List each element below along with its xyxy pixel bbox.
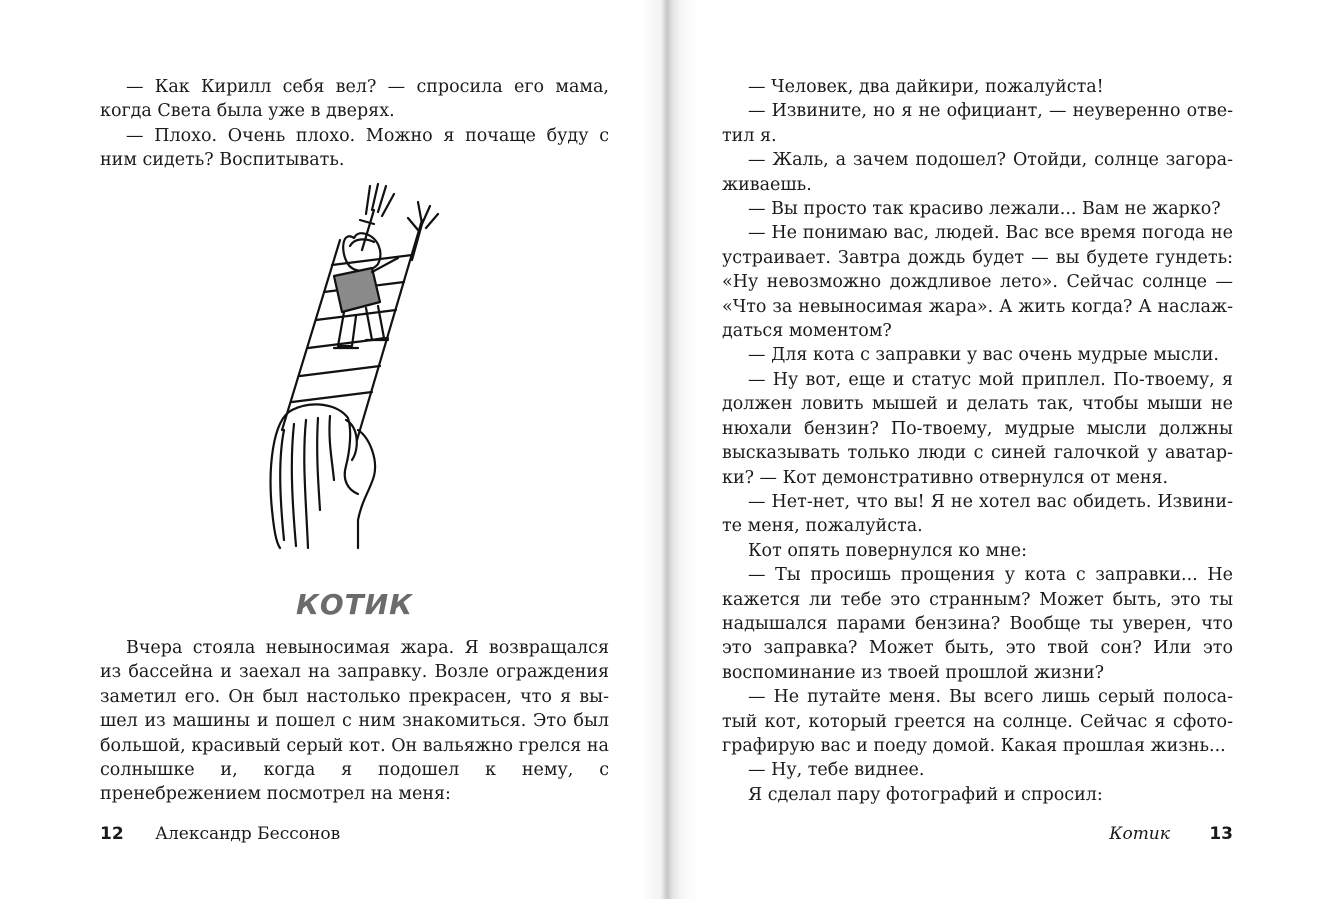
paragraph: — Нет-нет, что вы! Я не хотел вас обидеть. Извините меня, пожалуйста. xyxy=(722,491,1233,537)
paragraph: Я сделал пару фотографий и спросил: xyxy=(748,784,1103,805)
paragraph: — Для кота с заправки у вас очень мудрые мысли. xyxy=(748,345,1219,366)
page-number: 13 xyxy=(1209,824,1233,844)
paragraph: — Не путайте меня. Вы всего лишь серый полосатый кот, который греется на солнце. Сейчас я сфотографирую вас и поеду домой. Какая прошлая жизнь... xyxy=(722,687,1233,756)
right-text xyxy=(722,75,1233,807)
paragraph: — Ты просишь прощения у кота с заправки... Не кажется ли тебе это странным? Может быть, это ты надышался парами бензина? Вообще ты уверен, что это заправка? Может быть, это твой сон? Или это воспоминание из твоей прошлой жизни? xyxy=(722,565,1233,683)
paragraph: — Ну, тебе виднее. xyxy=(748,760,925,781)
running-head-section: Котик xyxy=(1109,824,1170,844)
paragraph: Вчера стояла невыносимая жара. Я возвращался из бассейна и заехал на заправку. Возле ограждения заметил его. Он был настолько прекрасен, что я вышел из машины и пошел с ним знакомиться. Это был большой, красивый серый кот. Он вальяжно грелся на солнышке и, когда я подошел к нему, с пренебрежением посмотрел на меня: xyxy=(100,638,609,805)
paragraph: — Плохо. Очень плохо. Можно я почаще буду с ним сидеть? Воспитывать. xyxy=(100,125,609,171)
paragraph: — Не понимаю вас, людей. Вас все время погода не устраивает. Завтра дождь будет — вы будете гундеть: «Ну невозможно дождливое лето». Сейчас солнце — «Что за невыносимая жара». А жить когда? А наслаждаться моментом? xyxy=(722,223,1233,342)
paragraph: — Как Кирилл себя вел? — спросила его мама, когда Света была уже в дверях. xyxy=(100,77,609,122)
left-footer xyxy=(100,824,340,844)
paragraph: — Извините, но я не официант, — неуверенно ответил я. xyxy=(722,101,1233,146)
paragraph: Кот опять повернулся ко мне: xyxy=(748,540,1027,561)
chapter-title: КОТИК xyxy=(295,588,414,621)
paragraph: — Человек, два дайкири, пожалуйста! xyxy=(748,77,1104,97)
paragraph: — Вы просто так красиво лежали... Вам не жарко? xyxy=(748,199,1221,220)
left-bottom-text xyxy=(100,636,609,807)
paragraph: — Ну вот, еще и статус мой приплел. По-твоему, я должен ловить мышей и делать так, чтобы мыши не нюхали бензин? По-твоему, мудрые мысли должны высказывать только люди с синей галочкой у аватарки? — Кот демонстративно отвернулся от меня. xyxy=(722,369,1233,488)
right-footer xyxy=(1109,824,1233,844)
page-number: 12 xyxy=(100,824,124,844)
running-head-author: Александр Бессонов xyxy=(155,824,341,844)
left-top-text xyxy=(100,75,609,173)
ladder-climbing-illustration xyxy=(262,180,452,552)
paragraph: — Жаль, а зачем подошел? Отойди, солнце загораживаешь. xyxy=(722,150,1233,195)
